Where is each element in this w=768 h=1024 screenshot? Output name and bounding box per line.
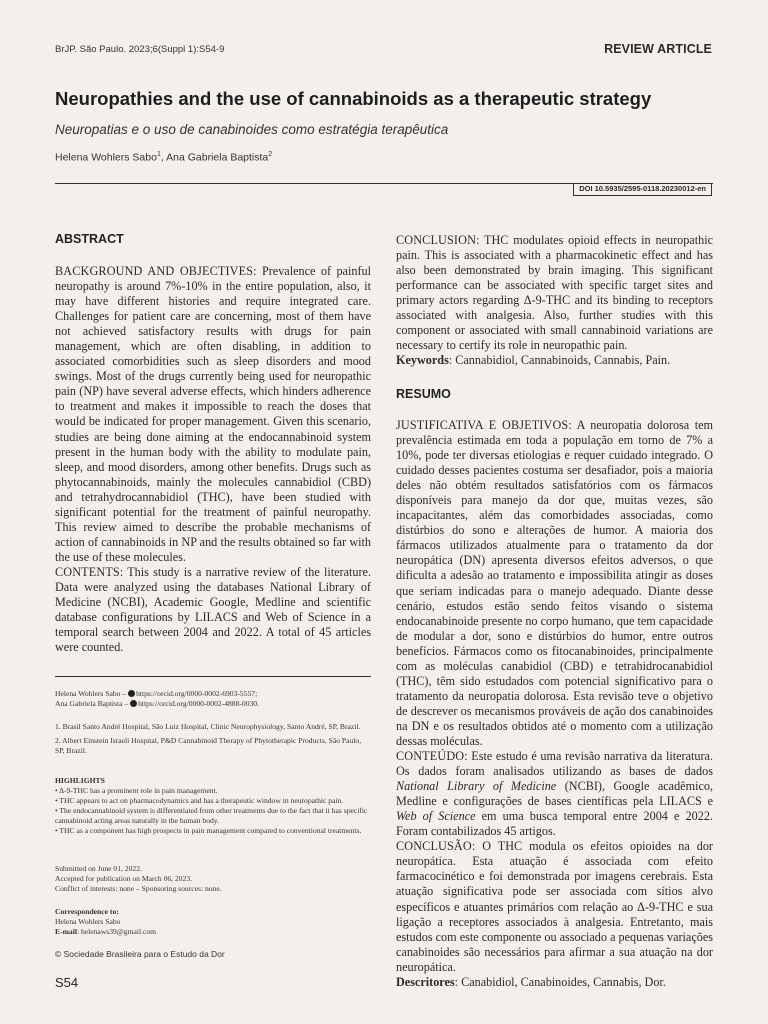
submitted-date: Submitted on June 01, 2022.: [55, 864, 142, 873]
email-label: E-mail: [55, 927, 77, 936]
affiliation-item: 2. Albert Einstein Israeli Hospital, P&D Cannabinoid Therapy of Phytotherapic Products, São Paulo, SP, Brazil.: [55, 736, 362, 755]
abstract-contents: [55, 565, 371, 655]
section-label: BACKGROUND AND OBJECTIVES: [55, 264, 254, 278]
author-name: Helena Wohlers Sabo –: [55, 689, 129, 698]
journal-reference: BrJP. São Paulo. 2023;6(Suppl 1):S54-9: [55, 44, 225, 55]
correspondence-name: Helena Wohlers Sabo: [55, 917, 121, 926]
email-link[interactable]: : helenaws39@gmail.com: [76, 927, 157, 936]
database-name: National Library of Medicine: [396, 779, 557, 794]
database-name: Web of Science: [396, 809, 476, 824]
correspondence-email: [55, 927, 371, 937]
highlight-item: • THC appears to act on pharmacodynamics and has a therapeutic window in neuropathic pain.: [55, 796, 344, 805]
orcid-link[interactable]: https://orcid.org/0000-0002-4888-0030.: [138, 699, 260, 708]
orcid-entry: [55, 699, 371, 709]
paragraph-text: : O THC modula os efeitos opioides na dor neuropática. Esta atuação é associada com efeito farmacocinético e foi demonstrada por imagens cerebrais. Esta atuação significativa pode ser associada com sítios alvo específicos e atuantes primários com relação ao Δ-9-THC e sua ligação a receptores associados à analgesia. Entretanto, mais estudos com este componente ou associado a pequenas variações canabinoides são necessários para afirmar a sua atuação na dor neuropática.: [396, 839, 713, 974]
paragraph-text: : THC modulates opioid effects in neuropathic pain. This is associated with a pharmacokinetic effect and has also been demonstrated by brain imaging. This significant performance can be associated with specific target sites and primary actors regarding Δ-9-THC and its binding to receptors associated with analgesia. Also, further studies with this component or associated with small cannabinoid variations are necessary to certify its role in neuropathic pain.: [396, 233, 713, 353]
footnote-divider: [55, 676, 371, 677]
abstract-conclusion: [396, 233, 713, 353]
orcid-entry: [55, 689, 371, 699]
doi-link[interactable]: DOI 10.5935/2595-0118.20230012-en: [573, 183, 712, 196]
paragraph-text: : Este estudo é uma revisão narrativa da literatura. Os dados foram analisados utilizando as bases de dados: [396, 749, 713, 779]
abstract-heading: ABSTRACT: [55, 232, 124, 246]
correspondence: [55, 907, 371, 937]
section-label: CONTEÚDO: [396, 749, 465, 764]
abstract-background: [55, 264, 371, 565]
author-separator: ,: [160, 151, 167, 164]
copyright-notice: © Sociedade Brasileira para o Estudo da Dor: [55, 949, 225, 959]
article-subtitle: Neuropatias e o uso de canabinoides como estratégia terapêutica: [55, 122, 449, 137]
orcid-list: [55, 689, 371, 709]
author-list: [55, 151, 272, 164]
paragraph-text: : This study is a narrative review of the literature. Data were analyzed using the databases National Library of Medicine (NCBI), Academic Google, Medline and scientific database configurations by LILACS and Web of Science in a temporal search between 2004 and 2022. A total of 45 articles were counted.: [55, 564, 371, 655]
resumo-descritores: [396, 975, 713, 990]
resumo-body: [396, 418, 713, 990]
section-label: CONCLUSION: [396, 233, 477, 247]
highlight-item: • THC as a component has high prospects in pain management compared to conventional treatments.: [55, 826, 362, 835]
abstract-conclusion-block: [396, 233, 713, 368]
submission-info: [55, 864, 371, 894]
affiliation-marker: 2: [268, 151, 273, 158]
highlights: [55, 776, 371, 836]
paragraph-text: : A neuropatia dolorosa tem prevalência estimada em toda a população em torno de 7% a 10%, pode ter diversas etiologias e requer cuidado integrado. O cuidado desses pacientes costuma ser desafiador, pois a maioria deles não obtém resultados satisfatórios com os fármacos disponíveis para manejo da dor que, muitas vezes, são incapacitantes, além das comorbidades associadas, como distúrbios do sono e alterações de humor. A maioria dos fármacos utilizados atualmente para o tratamento da dor neuropática (DN) apresenta diversos efeitos adversos, o que dificulta a adesão ao tratamento e impossibilita atingir as doses que seriam indicadas para o manejo adequado. Diante desse cenário, estudos estão sendo feitos visando o sistema endocanabinoide presente no corpo humano, que tem capacidade de modular a dor, sono e distúrbios do humor, entre outros benefícios. Fármacos como os fitocanabinoides, principalmente com as moléculas canabidiol (CBD) e tetrahidrocanabidiol (THC), têm sido estudados com potencial significativo para o tratamento da neuropatia dolorosa. Esta revisão teve o objetivo de descrever os mecanismos prováveis de ação dos canabinoides na DN e os resultados obtidos até o momento com a utilização dessas moléculas.: [396, 418, 713, 748]
keywords-text: : Cannabidiol, Cannabinoids, Cannabis, Pain.: [448, 353, 671, 368]
conflict-statement: Conflict of interests: none – Sponsoring sources: none.: [55, 884, 222, 893]
keywords-label: Descritores: [396, 974, 455, 989]
keywords-text: : Canabidiol, Canabinoides, Cannabis, Dor.: [454, 974, 666, 989]
highlight-item: • The endocannabinoid system is differentiated from other treatments due to the fact that it has specific cannabinoid acting areas naturally in the human body.: [55, 806, 368, 825]
resumo-justificativa: [396, 418, 713, 749]
orcid-link[interactable]: https://orcid.org/0000-0002-6903-5557;: [136, 689, 258, 698]
article-type-label: REVIEW ARTICLE: [604, 42, 712, 56]
resumo-conteudo: [396, 749, 713, 839]
page-number: S54: [55, 975, 79, 990]
affiliation-item: 1. Brasil Santo André Hospital, São Luiz Hospital, Clinic Neurophysiology, Santo André, SP, Brazil.: [55, 722, 361, 731]
accepted-date: Accepted for publication on March 06, 2023.: [55, 874, 193, 883]
resumo-heading: RESUMO: [396, 387, 451, 401]
highlight-item: • Δ-9-THC has a prominent role in pain management.: [55, 786, 218, 795]
paragraph-text: : Prevalence of painful neuropathy is around 7%-10% in the entire population, also, it may have different histories and require integrated care. Challenges for patient care are concerning, most of them have not achieved satisfactory results with drugs for pain management, which are often disabling, in addition to associated comorbidities such as sleep disorders and mood swings. Most of the drugs currently being used for neuropathic pain (NP) have several adverse effects, which hinders adherence to treatment and makes it impossible to reach the doses that would be indicated for proper management. Given this scenario, studies are being done aiming at the endocannabinoid system present in the human body with the ability to modulate pain, sleep, and mood disorders, among other benefits. Drugs such as phytocannabinoids, mainly the molecules cannabidiol (CBD) and tetrahydrocannabidiol (THC), have been studied with significant potential for the treatment of painful neuropathy. This review aimed to describe the probable mechanisms of action of cannabinoids in NP and the results obtained so far with the use of these molecules.: [55, 264, 371, 564]
author-name: Ana Gabriela Baptista –: [55, 699, 131, 708]
correspondence-heading: Correspondence to:: [55, 907, 119, 916]
paragraph-text: em uma busca temporal entre 2004 e 2022. Foram contabilizados 45 artigos.: [396, 809, 713, 839]
author-name: Helena Wohlers Sabo: [55, 151, 157, 164]
article-title: Neuropathies and the use of cannabinoids as a therapeutic strategy: [55, 88, 652, 109]
keywords-label: Keywords: [396, 353, 449, 368]
section-label: CONTENTS: [55, 564, 120, 579]
affiliation-marker: 1: [156, 151, 161, 158]
abstract-keywords: [396, 353, 713, 368]
highlights-heading: HIGHLIGHTS: [55, 776, 105, 785]
orcid-icon: [130, 700, 137, 707]
abstract-body: [55, 264, 371, 655]
paragraph-text: (NCBI), Google acadêmico, Medline e configurações de bases científicas pela LILACS e: [396, 779, 714, 809]
orcid-icon: [128, 690, 135, 697]
affiliations: [55, 722, 371, 756]
resumo-conclusao: [396, 839, 713, 974]
section-label: JUSTIFICATIVA E OBJETIVOS: [396, 418, 569, 432]
section-label: CONCLUSÃO: [396, 839, 472, 854]
author-name: Ana Gabriela Baptista: [166, 151, 269, 164]
